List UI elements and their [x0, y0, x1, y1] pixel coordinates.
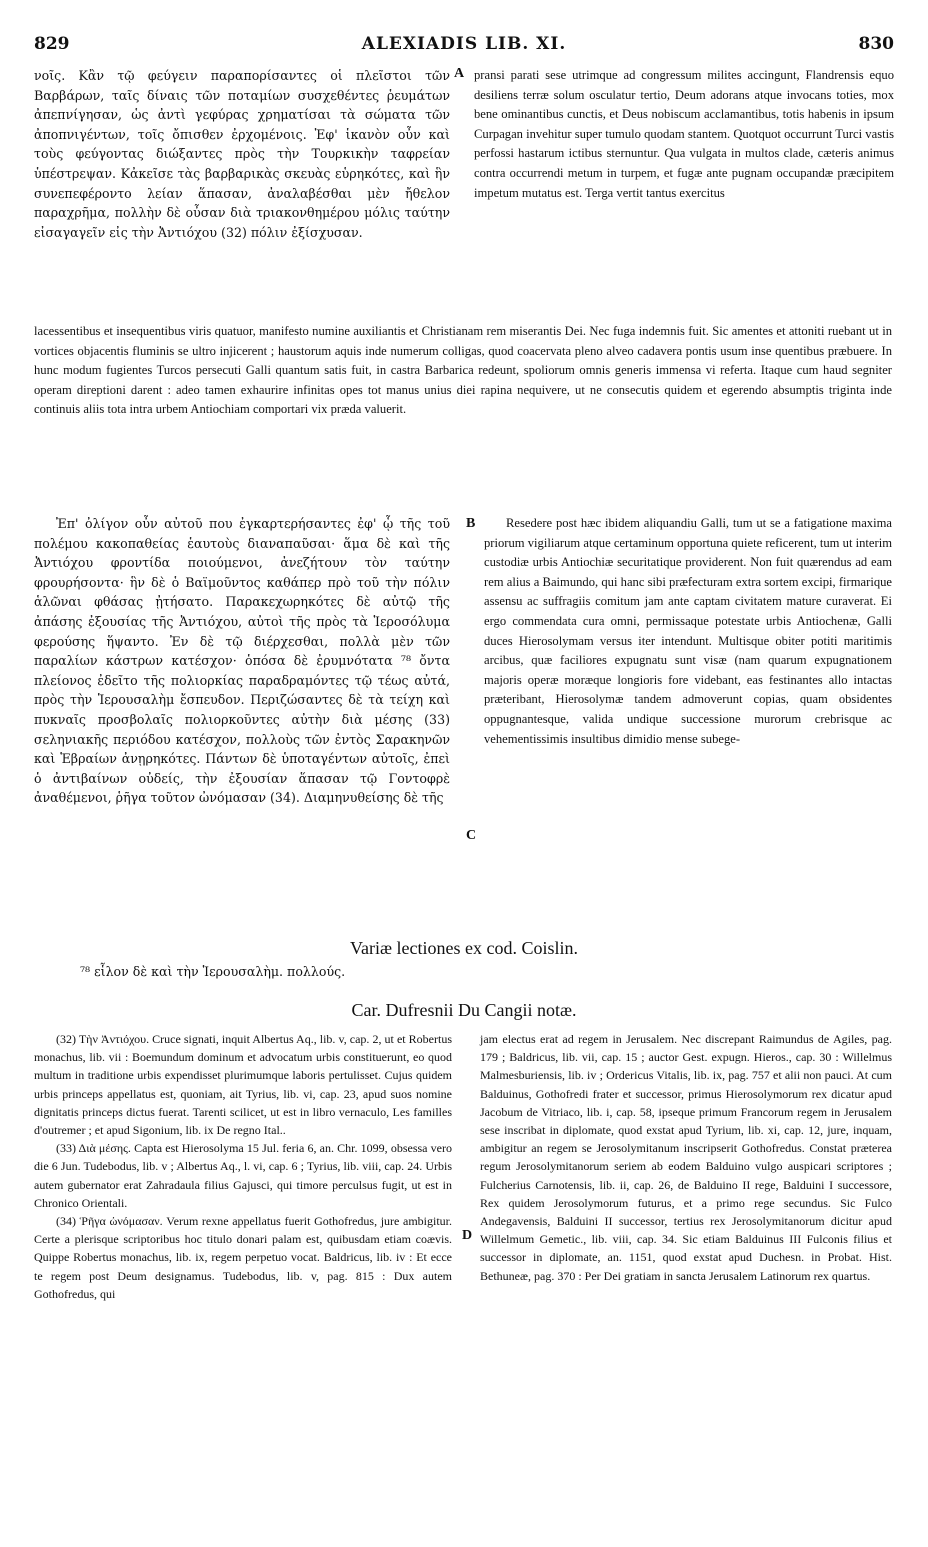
latin-full-text: lacessentibus et insequentibus viris quatuor, manifesto numine auxiliantis et Christianam rem miserantis Dei. Nec fuga indemnis fuit. Sic amentes et attoniti ruebant ut in vortices objacentis fluminis se ultro injicerent ; haustorum aquis inde numerum colligas, quod coacervata pleno alveo cadavera pontis usum inse quentibus præbuere. In hunc modum fugientes Turcos persecuti Galli quantum satis fuit, in castra Barbarica redeunt, spoliorum omnis generis immensa vi referta. Itaque cum haud segniter operam direptioni darent : adeo tamen exhaurire infinitas opes tot manus unius diei rapina nequivere, ut ne consecutis quidem et egerendo absumptis triginta inde continuis aliis tota intra urbem Antiochiam comportari vix præda valuerit.	[34, 324, 892, 417]
greek-text-2: Ἐπ' ὀλίγον οὖν αὐτοῦ που ἐγκαρτερήσαντες ἐφ' ᾧ τῆς τοῦ πολέμου κακοπαθείας ἑαυτοὺς διαναπαῦσαι· ἅμα δὲ καὶ τῆς Ἀντιόχου φροντίδα ποιούμενοι, ἀνεζήτουν τὸν ταύτην φρουρήσοντα· ἣν δὲ ὁ Βαϊμοῦντος καθάπερ πρὸ τοῦ τὴν πόλιν ἁλῶναι φθάσας ᾐτήσατο. Παρακεχωρηκότες δὲ αὐτῷ τῆς ἀπάσης ἐξουσίας τῆς Ἀντιόχου, αὐτοὶ τῆς πρὸς τὰ Ἱεροσόλυμα φερούσης ἥψαντο. Ἐν δὲ τῷ διέρχεσθαι, πολλὰ μὲν τῶν παραλίων κάστρων κατέσχον· ὁπόσα δὲ ἐρυμνότατα ⁷⁸ ὄντα πλείονος ἐδεῖτο τῆς πολιορκίας παραδραμόντες τῷ τέως αὐτά, πρὸς τὴν Ἱερουσαλὴμ ἔσπευδον. Περιζώσαντες δὲ τὰ τείχη καὶ πυκναῖς προσβολαῖς πολιορκοῦντες αὐτὴν διὰ μέσης (33) σεληνιακῆς περιόδου κατέσχον, πολλοὺς τῶν ἐντὸς Σαρακηνῶν καὶ Ἑβραίων ἀνῃρηκότες. Πάντων δὲ ὑποταγέντων αὐτοῖς, ἐπεὶ ὁ ἀντιβαίνων οὐδείς, τὴν ἐξουσίαν ἅπασαν τῷ Γοντοφρὲ ἀναθέμενοι, ῥῆγα τοῦτον ὠνόμασαν (34). Διαμηνυθείσης δὲ τῆς	[34, 516, 450, 806]
notes-column-1	[34, 1030, 452, 1303]
running-header	[30, 34, 898, 58]
margin-marker-a: A	[454, 66, 465, 81]
note-34: (34) Ῥῆγα ὠνόμασαν. Verum rexne appellatus fuerit Gothofredus, jure ambigitur. Certe a plerisque scriptoribus hoc titulo donari palam est, quibusdam etiam coævis. Quippe Robertus monachus, lib. ix, regem perpetuo vocat. Baldricus, lib. iv : Et ecce te regem post Deum designamus. Tudebodus, lib. v, pag. 815 : Dux autem Gothofredus, qui	[34, 1214, 452, 1301]
margin-marker-d: D	[462, 1228, 473, 1243]
note-32: (32) Τὴν Ἀντιόχου. Cruce signati, inquit Albertus Aq., lib. v, cap. 2, ut et Robertus monachus, lib. vii : Boemundum dominum et advocatum urbis constituerunt, eo quod multum in traditione urbis expendisset plurimumque laboris pertulisset. Cujus quidem urbis princeps appellatus est, quoniam, ait Tyrius, lib. vi, cap. 23, apud suos nomine dignitatis princeps dictus fuerat. Tarenti scilicet, ut est in libro vernaculo, Les familles d'outremer ; et apud Sigonium, lib. ix De regno Ital..	[34, 1032, 452, 1138]
latin-column-2	[484, 514, 892, 749]
margin-marker-b: B	[466, 516, 476, 531]
latin-full-width	[34, 322, 892, 420]
page-number-right: 830	[858, 34, 894, 54]
variae-lectiones-title: Variæ lectiones ex cod. Coislin.	[350, 938, 578, 958]
latin-text-2: Resedere post hæc ibidem aliquandiu Galli, tum ut se a fatigatione maxima priorum vigiliarum atque certaminum opportuna quiete reficerent, tum ut interim custodiæ urbis Antiochiæ securitatique providerent. Non fuit quærendus ad eam rem alius a Baimundo, qui hanc sibi præfecturam extra sortem excipi, firmarique assensu ac suffragiis comitum jam ante captam civitatem mature curaverat. Ei ergo commendata cura omni, permissaque potestate urbis Antiochenæ, Galli duces Hierosolymam versus iter intendunt. Multisque obiter potiti maritimis arcibus, quæ faciliores expugnatu sunt visæ (nam quarum expugnationem majoris operæ moræque longioris fore videbant, eas festinantes allo intactas præteribant, Hierosolymæ tandem admoverunt copias, quam obsidentes oppugnantesque, valida undique successione murorum crebrisque ac vehementissimis insultibus dimidio mense subege-	[484, 516, 892, 746]
latin-text-1: pransi parati sese utrimque ad congressum milites accingunt, Flandrensis equo desiliens terræ solum osculatur tertio, Deum adorans atque invocans toties, mox bene ominantibus cunctis, et Deus nobiscum acclamantibus, totis habenis in ipsum Curpagan invehitur super tumulo quodam stantem. Quotquot occurrunt Turci vastis perfossi hastarum ictibus sternuntur. Qua vulgata in multos clade, cæteris animus contra occurrendi metum in turpem, et fugæ ante pugnam occupandæ præcipitem impetum mutatus est. Terga vertit tantus exercitus	[474, 68, 894, 200]
notes-title: Car. Dufresnii Du Cangii notæ.	[351, 1000, 577, 1020]
notes-column-2	[480, 1030, 892, 1285]
greek-text-1: νοῖς. Κἂν τῷ φεύγειν παραπορίσαντες οἱ πλεῖστοι τῶν Βαρβάρων, ταῖς δίναις τῶν ποταμίων συσχεθέντες ῥευμάτων ἀπεπνίγησαν, ὡς ἀντὶ γεφύρας χρηματίσαι τὰ σώματα τῶν ἀποπνιγέντων, τοῖς ὄπισθεν ἐρχομένοις. Ἐφ' ἱκανὸν οὖν καὶ τοὺς φεύγοντας διώξαντες πρὸς τὴν Τουρκικὴν ταφρείαν ὑπέστρεψαν. Κἀκεῖσε τὰς βαρβαρικὰς σκευὰς εὑρηκότες, καὶ ἣν συνεπεφέροντο λείαν ἅπασαν, ἀναλαβέσθαι μὲν ἤθελον παραχρῆμα, πολλὴν δὲ οὖσαν διὰ τριακονθημέρου μόλις ταύτην εἰσαγαγεῖν εἰς τὴν Ἀντιόχου (32) πόλιν ἐξίσχυσαν.	[34, 68, 450, 240]
latin-column-1	[474, 66, 894, 203]
variae-lectiones-line: ⁷⁸ εἷλον δὲ καὶ τὴν Ἱερουσαλὴμ. πολλούς.	[80, 964, 346, 979]
note-33: (33) Διὰ μέσης. Capta est Hierosolyma 15 Jul. feria 6, an. Chr. 1099, obsessa vero die 6 Jun. Tudebodus, lib. v ; Albertus Aq., l. vi, cap. 6 ; Tyrius, lib. viii, cap. 24. Urbis autem gubernator erat Zahradaula filius Gajusci, qui timore perculsus fugit, ut est in Chronico Orientali.	[34, 1141, 452, 1210]
page-number-left: 829	[34, 34, 70, 54]
greek-column-1	[34, 66, 450, 242]
margin-marker-c: C	[466, 828, 477, 843]
greek-column-2	[34, 514, 450, 808]
running-title: ALEXIADIS LIB. XI.	[361, 34, 567, 54]
note-34-continued: jam electus erat ad regem in Jerusalem. Nec discrepant Raimundus de Agiles, pag. 179 ; Baldricus, lib. vii, cap. 15 ; auctor Gest. expugn. Hieros., cap. 30 : Willelmus Malmesburiensis, lib. iv ; Ordericus Vitalis, lib. ix, pag. 757 et alii non pauci. At cum Balduinus, Gothofredi frater et successor, primus Hierosolymorum rex dicatur apud Jacobum de Vitriaco, lib. i, cap. 58, ipseque primum Francorum regem in Jerusalem sese inscribat in diplomate, quod exstat apud Tyrium, lib. xi, cap. 12, jure, inquam, ambigitur an regem se Jerosolymitanum inscripserit Gothofredus. Constat præterea regum Jerosolymitanorum seriem ab eodem Balduino vulgo auspicari scriptores ; Fulcherius Carnotensis, lib. ii, cap. 26, de Balduino II rege, Balduini I successore, Rex quidem Jerosolymorum futurus, et a primo rege secundus. Sic Fulco Andegavensis, Balduini II successor, tertius rex Jerosolymitanorum dicitur apud Willelmum Gemetic., lib. viii, cap. 34. Sic etiam Balduinus III Fulconis filius et successor in diplomate, an. 1151, quod exstat apud Duchesn. in Probat. Hist. Bethuneæ, pag. 370 : Per Dei gratiam in sancta Jerusalem Latinorum rex quartus.	[480, 1032, 892, 1283]
